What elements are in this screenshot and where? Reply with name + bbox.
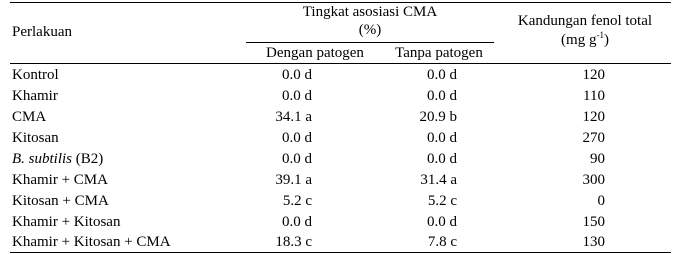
header-kandungan-fenol: Kandungan fenol total <box>517 13 653 29</box>
dengan-patogen-value: 0.0 d <box>282 130 312 146</box>
dengan-patogen-value: 39.1 a <box>275 172 312 188</box>
header-tanpa-patogen: Tanpa patogen <box>395 45 483 61</box>
bottom-rule <box>10 252 671 253</box>
fenol-value: 300 <box>582 172 605 188</box>
fenol-value: 120 <box>582 67 605 83</box>
tanpa-patogen-value: 0.0 d <box>427 67 457 83</box>
header-dengan-patogen: Dengan patogen <box>266 45 364 61</box>
header-tingkat-asosiasi: Tingkat asosiasi CMA <box>302 4 438 20</box>
header-perlakuan: Perlakuan <box>12 24 72 40</box>
tanpa-patogen-value: 0.0 d <box>427 214 457 230</box>
tanpa-patogen-value: 20.9 b <box>419 109 457 125</box>
tanpa-patogen-value: 7.8 c <box>427 234 457 250</box>
treatment-label: Khamir <box>12 88 58 104</box>
header-bottom-rule <box>10 63 671 64</box>
treatment-italic-name: B. subtilis <box>12 151 73 167</box>
treatment-label: Khamir + Kitosan + CMA <box>12 234 171 250</box>
dengan-patogen-value: 0.0 d <box>282 151 312 167</box>
tanpa-patogen-value: 5.2 c <box>427 193 457 209</box>
treatment-label: Khamir + Kitosan <box>12 214 121 230</box>
treatment-label: B. subtilis (B2) <box>12 151 104 167</box>
header-fenol-unit: (mg $g^{-1}$) <box>561 30 609 48</box>
dengan-patogen-value: 34.1 a <box>275 109 312 125</box>
fenol-value: 130 <box>582 234 605 250</box>
tanpa-patogen-value: 0.0 d <box>427 130 457 146</box>
dengan-patogen-value: 18.3 c <box>275 234 312 250</box>
treatment-label: Kitosan <box>12 130 59 146</box>
fenol-value: 120 <box>582 109 605 125</box>
treatment-label: CMA <box>12 109 47 125</box>
treatment-label: Kitosan + CMA <box>12 193 109 209</box>
tanpa-patogen-value: 0.0 d <box>427 88 457 104</box>
fenol-value: 270 <box>582 130 605 146</box>
dengan-patogen-value: 5.2 c <box>282 193 312 209</box>
dengan-patogen-value: 0.0 d <box>282 67 312 83</box>
header-tingkat-unit: (%) <box>358 22 382 38</box>
treatment-label: Khamir + CMA <box>12 172 108 188</box>
group-underline <box>246 42 494 43</box>
tanpa-patogen-value: 0.0 d <box>427 151 457 167</box>
fenol-value: 0 <box>597 193 605 209</box>
tanpa-patogen-value: 31.4 a <box>420 172 457 188</box>
dengan-patogen-value: 0.0 d <box>282 88 312 104</box>
treatment-label: Kontrol <box>12 67 59 83</box>
fenol-value: 110 <box>583 88 605 104</box>
fenol-value: 90 <box>590 151 605 167</box>
dengan-patogen-value: 0.0 d <box>282 214 312 230</box>
fenol-value: 150 <box>582 214 605 230</box>
